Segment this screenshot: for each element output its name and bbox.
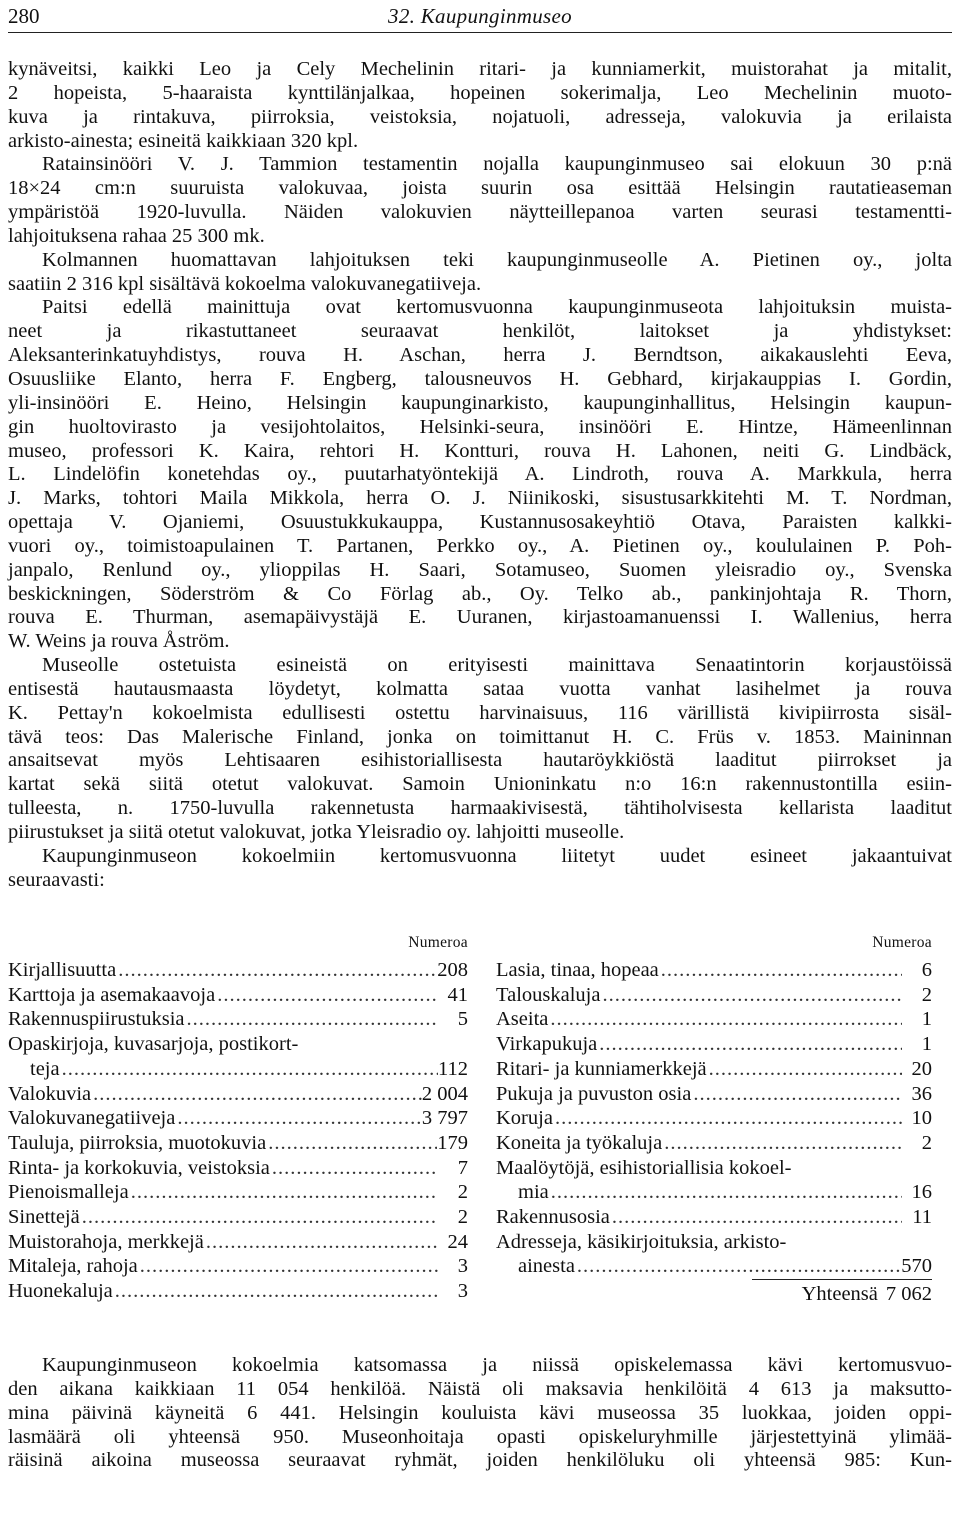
table-row (8, 1131, 468, 1156)
right-rows (496, 958, 932, 1279)
column-header: Numeroa (408, 934, 468, 951)
text-line: Kolmannen huomattavan lahjoituksen teki kaupunginmuseolle A. Pietinen oy., jolta (42, 248, 952, 271)
leader-dots (662, 1131, 902, 1156)
row-value: 2 (921, 1131, 932, 1154)
row-label: Aseita (496, 1008, 549, 1031)
body-text-bottom (8, 1354, 952, 1473)
table-row (8, 1254, 468, 1279)
paragraph (8, 58, 952, 153)
row-label: Adresseja, käsikirjoituksia, arkisto- (496, 1230, 787, 1253)
left-rows (8, 958, 468, 1304)
total-value: 7 062 (885, 1283, 932, 1306)
row-label: Talouskaluja (496, 983, 601, 1006)
leader-dots (266, 1131, 437, 1156)
text-line: rouva E. Thurman, asemapäivystäjä E. Uuranen, kirjastoamanuenssi I. Wallenius, herra (8, 606, 952, 629)
row-value: 24 (447, 1230, 468, 1253)
table-row-continuation (496, 1254, 932, 1279)
leader-dots (270, 1156, 438, 1181)
text-line: neet ja rikastuttaneet seuraavat henkilöt, laitokset ja yhdistykset: (8, 320, 952, 343)
row-label: Mitaleja, rahoja (8, 1255, 138, 1278)
leader-dots (113, 1279, 438, 1304)
text-line: saatiin 2 316 kpl sisältävä kokoelma valokuvanegatiiveja. (8, 272, 482, 295)
row-value: 3 797 (421, 1107, 468, 1130)
row-value: 2 004 (421, 1082, 468, 1105)
text-line: Kaupunginmuseon kokoelmiin kertomusvuonna liitetyt uudet esineet jakaantuivat (42, 844, 952, 867)
paragraph (8, 153, 952, 248)
row-label: Kirjallisuutta (8, 959, 117, 981)
leader-dots (215, 983, 438, 1008)
text-line: J. Marks, tohtori Maila Mikkola, herra O. J. Niinikoski, sisustusarkkitehti M. T. Nordman, (8, 487, 952, 510)
text-line: kuva ja rintakuva, piirroksia, veistoksia, nojatuoli, adresseja, valokuvia ja erilaista (8, 105, 952, 128)
leader-dots (549, 1180, 902, 1205)
leader-dots (707, 1057, 902, 1082)
text-line: arkisto-ainesta; esineitä kaikkiaan 320 kpl. (8, 129, 359, 152)
body-text-top (8, 58, 952, 893)
table-row (496, 1156, 932, 1181)
leader-dots (60, 1057, 438, 1082)
row-label: Koruja (496, 1107, 553, 1130)
row-label: Muistorahoja, merkkejä (8, 1230, 204, 1253)
table-row (496, 983, 932, 1008)
table-row (496, 1007, 932, 1032)
table-row (496, 1082, 932, 1107)
leader-dots (204, 1230, 438, 1255)
table-row (8, 1180, 468, 1205)
text-line: ympäristöä 1920-luvulla. Näiden valokuvien näytteillepanoa varten seurasi testamentti- (8, 201, 952, 224)
page-number: 280 (8, 4, 40, 28)
leader-dots (138, 1254, 438, 1279)
row-label: Maalöytöjä, esihistoriallisia kokoel- (496, 1156, 792, 1179)
paragraph (8, 845, 952, 893)
paragraph (8, 249, 952, 297)
text-line: museo, professori K. Kaira, rehtori H. Kontturi, rouva H. Lahonen, neiti G. Lindbäck, (8, 439, 952, 462)
text-line: lahjoituksena rahaa 25 300 mk. (8, 224, 265, 247)
row-label: Koneita ja työkaluja (496, 1131, 663, 1154)
paragraph (8, 654, 952, 845)
text-line: yli-insinööri E. Heino, Helsingin kaupunginarkisto, kaupunginhallitus, Helsingin kaupun- (8, 391, 952, 414)
row-label: Valokuvanegatiiveja (8, 1107, 176, 1130)
table-row-continuation (8, 1057, 468, 1082)
text-line: K. Pettay'n kokoelmista edullisesti ostettu harvinaisuus, 116 värillistä kivipiirrosta sisäl- (8, 701, 952, 724)
table-row-continuation (496, 1180, 932, 1205)
row-value: 16 (911, 1181, 932, 1204)
row-label: Ritari- ja kunniamerkkejä (496, 1057, 707, 1080)
row-value: 2 (457, 1206, 468, 1229)
table-row (8, 1156, 468, 1181)
table-row (8, 983, 468, 1008)
row-label: Huonekaluja (8, 1280, 113, 1303)
text-line: L. Lindelöfin konetehdas oy., puutarhatyöntekijä A. Lindroth, rouva A. Markkula, herra (8, 463, 952, 486)
text-line: beskickningen, Söderström & Co Förlag ab., Oy. Telko ab., pankinjohtaja R. Thorn, (8, 582, 952, 605)
table-row (496, 1205, 932, 1230)
row-value: 179 (437, 1131, 468, 1154)
paragraph (8, 296, 952, 654)
text-line: den aikana kaikkiaan 11 054 henkilöä. Näistä oli maksavia henkilöitä 4 613 ja maksutto- (8, 1377, 952, 1400)
row-label-continuation: teja (30, 1057, 60, 1080)
table-row (8, 1205, 468, 1230)
table-row (496, 1032, 932, 1057)
row-value: 41 (447, 983, 468, 1006)
row-value: 5 (457, 1008, 468, 1031)
row-value: 36 (911, 1082, 932, 1105)
row-label: Valokuvia (8, 1082, 92, 1105)
row-value: 208 (437, 959, 468, 981)
row-label: Rakennuspiirustuksia (8, 1008, 185, 1031)
table-row (8, 1230, 468, 1255)
table-row (496, 1106, 932, 1131)
text-line: entisestä hautausmaasta löydetyt, kolmatta sataa vuotta vanhat lasihelmet ja rouva (8, 677, 952, 700)
row-label: Opaskirjoja, kuvasarjoja, postikort- (8, 1033, 299, 1056)
paragraph (8, 1354, 952, 1473)
row-value: 3 (457, 1255, 468, 1278)
row-label: Rakennusosia (496, 1206, 610, 1229)
text-line: Osuusliike Elanto, herra F. Engberg, talousneuvos H. Gebhard, kirjakauppias I. Gordin, (8, 367, 952, 390)
row-label: Lasia, tinaa, hopeaa (496, 959, 659, 981)
row-value: 11 (912, 1206, 932, 1229)
table-row (496, 1057, 932, 1082)
text-line: janpalo, Renlund oy., ylioppilas H. Saari, Sotamuseo, Suomen yleisradio oy., Svenska (8, 558, 952, 581)
leader-dots (129, 1180, 438, 1205)
text-line: ansaitsevat myös Lehtisaaren esihistoriallisesta hautaröykkiöstä laaditut piirrokset ja (8, 749, 952, 772)
text-line: seuraavasti: (8, 868, 105, 891)
leader-dots (575, 1254, 901, 1279)
total-label: Yhteensä (801, 1283, 878, 1306)
table-total (752, 1279, 932, 1307)
row-label: Sinettejä (8, 1206, 80, 1229)
row-value: 1 (921, 1033, 932, 1056)
table-column-left (8, 932, 468, 1304)
text-line: Paitsi edellä mainittuja ovat kertomusvuonna kaupunginmuseota lahjoituksin muista- (42, 296, 952, 319)
text-line: opettaja V. Ojaniemi, Osuustukkukauppa, Kustannusosakeyhtiö Otava, Paraisten kalkki- (8, 511, 952, 534)
leader-dots (691, 1082, 902, 1107)
row-value: 2 (921, 983, 932, 1006)
row-label: Tauluja, piirroksia, muotokuvia (8, 1131, 267, 1154)
leader-dots (175, 1106, 422, 1131)
row-value: 3 (457, 1280, 468, 1303)
text-line: Ratainsinööri V. J. Tammion testamentin nojalla kaupunginmuseo sai elokuun 30 p:nä (42, 153, 952, 176)
text-line: Aleksanterinkatuyhdistys, rouva H. Aschan, herra J. Berndtson, aikakauslehti Eeva, (8, 344, 952, 367)
text-line: mina päivinä käyneitä 6 441. Helsingin kouluista kävi museossa 35 luokkaa, joiden oppi- (8, 1401, 952, 1424)
row-value: 10 (911, 1107, 932, 1130)
row-value: 570 (901, 1255, 932, 1278)
leader-dots (600, 983, 902, 1008)
table-row (496, 1230, 932, 1255)
table-row (496, 1131, 932, 1156)
row-label: Pienoismalleja (8, 1181, 129, 1204)
row-label: Karttoja ja asemakaavoja (8, 983, 216, 1006)
table-row (8, 1007, 468, 1032)
text-line: gin huoltovirasto ja vesijohtolaitos, Helsinki-seura, insinööri E. Hintze, Hämeenlinnan (8, 415, 952, 438)
table-row (8, 1082, 468, 1107)
leader-dots (91, 1082, 422, 1107)
row-label: Pukuja ja puvuston osia (496, 1082, 692, 1105)
row-value: 1 (921, 1008, 932, 1031)
text-line: lasmäärä oli yhteensä 950. Museonhoitaja opasti opiskeluryhmille järjestettyinä ylimää- (8, 1425, 952, 1448)
row-value: 112 (438, 1057, 468, 1080)
leader-dots (80, 1205, 438, 1230)
table-row (8, 1279, 468, 1304)
row-value: 7 (457, 1156, 468, 1179)
text-line: tulleesta, n. 1750-luvulla rakennetusta harmaakivisestä, tähtiholvisesta kellarista laaditut (8, 797, 952, 820)
column-header: Numeroa (872, 934, 932, 951)
running-title: 32. Kaupunginmuseo (388, 4, 572, 28)
row-label-continuation: mia (518, 1181, 549, 1204)
row-label: Virkapukuja (496, 1033, 598, 1056)
text-line: 18×24 cm:n suuruista valokuvaa, joista suurin osa esittää Helsingin rautatieaseman (8, 177, 952, 200)
text-line: piirustukset ja siitä otetut valokuvat, jotka Yleisradio oy. lahjoitti museolle. (8, 821, 625, 843)
table-column-right (496, 932, 932, 1306)
text-line: Museolle ostetuista esineistä on erityisesti mainittava Senaatintorin korjaustöissä (42, 654, 952, 677)
leader-dots (553, 1106, 902, 1131)
text-line: kynäveitsi, kaikki Leo ja Cely Mechelinin ritari- ja kunniamerkit, muistorahat ja mitalit, (8, 58, 952, 80)
leader-dots (548, 1007, 902, 1032)
text-line: Kaupunginmuseon kokoelmia katsomassa ja niissä opiskelemassa kävi kertomusvuo- (42, 1354, 952, 1376)
acquisitions-table (8, 932, 952, 1312)
text-line: räisinä aikoina museossa seuraavat ryhmät, joiden henkilöluku oli yhteensä 985: Kun- (8, 1449, 952, 1472)
row-value: 2 (457, 1181, 468, 1204)
row-value: 20 (911, 1057, 932, 1080)
leader-dots (116, 958, 437, 983)
text-line: W. Weins ja rouva Åström. (8, 630, 230, 653)
text-line: tävä teos: Das Malerische Finland, jonka on toimittanut H. C. Früs v. 1853. Maininnan (8, 725, 952, 748)
leader-dots (185, 1007, 438, 1032)
text-line: kartat sekä siitä otetut valokuvat. Samoin Unioninkatu n:o 16:n rakennustontilla esiin- (8, 773, 952, 796)
page-header (8, 2, 952, 33)
table-row (8, 1032, 468, 1057)
row-label: Rinta- ja korkokuvia, veistoksia (8, 1156, 270, 1179)
table-row (8, 958, 468, 983)
row-value: 6 (921, 959, 932, 981)
text-line: vuori oy., toimistoapulainen T. Partanen, Perkko oy., A. Pietinen oy., koululainen P. Poh- (8, 534, 952, 557)
row-label-continuation: ainesta (518, 1255, 575, 1278)
table-row (8, 1106, 468, 1131)
text-line: 2 hopeista, 5-haaraista kynttilänjalkaa, hopeinen sokerimalja, Leo Mechelinin muoto- (8, 81, 952, 104)
leader-dots (659, 958, 902, 983)
table-row (496, 958, 932, 983)
leader-dots (597, 1032, 902, 1057)
leader-dots (610, 1205, 902, 1230)
